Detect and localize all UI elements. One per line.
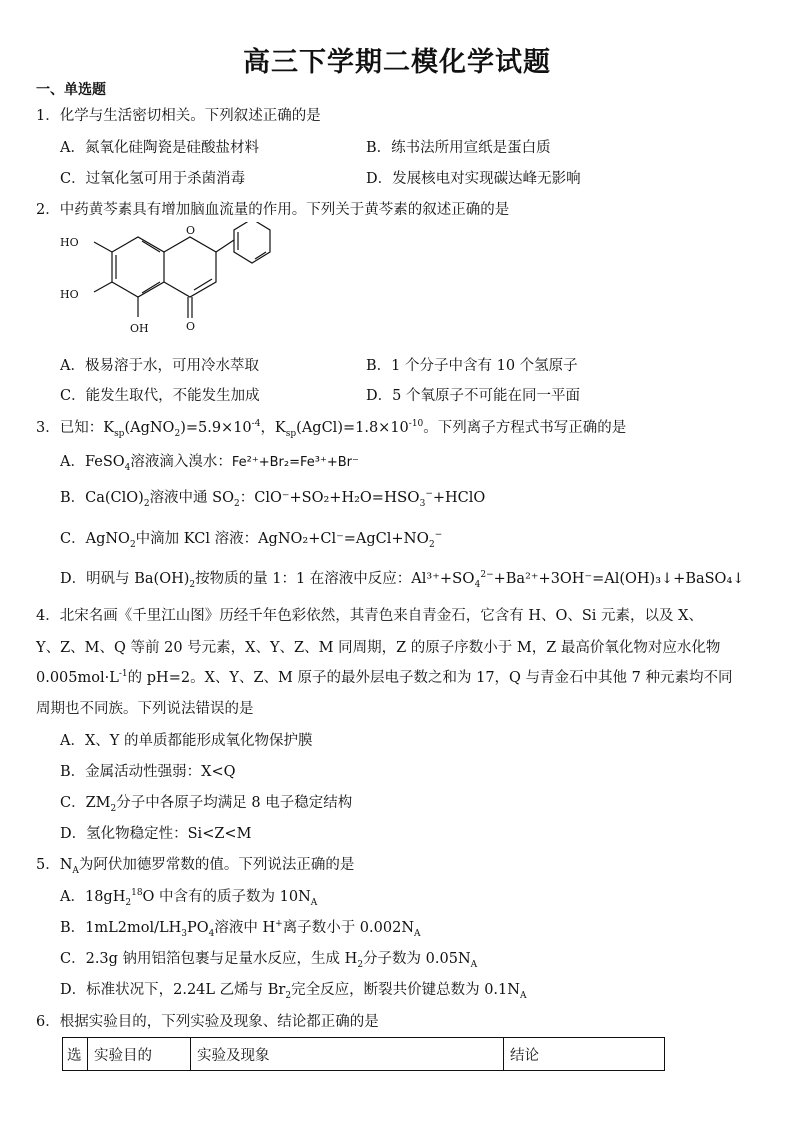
q3-stem	[36, 418, 626, 438]
q4c-part: 分子中各原子均满足 8 电子稳定结构	[116, 795, 353, 811]
table-header-row	[63, 1038, 665, 1071]
q5c-part: C．2.3g 钠用铝箔包裹与足量水反应，生成 H	[60, 951, 358, 967]
q6-table	[62, 1037, 665, 1071]
q3c-ion-sub: 2	[428, 539, 435, 550]
q5c-part: 分子数为 0.05N	[363, 951, 471, 967]
q3d-ion-sup: 2−	[480, 570, 494, 581]
q3b-ion-sub: 3	[419, 498, 426, 509]
q3c-ion: NO	[403, 529, 429, 547]
q3b-equation: ：ClO⁻+SO₂+H₂O=	[239, 490, 384, 506]
q5b-sup: +	[275, 919, 283, 930]
q3a-part: 溶液滴入溴水：	[130, 454, 232, 470]
q3d-part: 按物质的量 1：1 在溶液中反应：Al³⁺+	[195, 571, 453, 587]
table-header-cell: 结论	[504, 1038, 665, 1071]
q5a-sub: 2	[125, 897, 132, 908]
q3d-ion-sub: 4	[474, 579, 481, 590]
q5d-part: 完全反应，断裂共价键总数为 0.1N	[291, 982, 520, 998]
q3b-part: B．Ca(ClO)	[60, 490, 144, 506]
q3d-sub: 2	[189, 579, 196, 590]
q5d-part: D．标准状况下，2.24L 乙烯与 Br	[60, 982, 286, 998]
q5d-sub: 2	[285, 990, 292, 1001]
q3d-part: D．明矾与 Ba(OH)	[60, 571, 190, 587]
q4-option-d: D．氢化物稳定性：Si<Z<M	[60, 826, 252, 842]
q3b-part: 溶液中通 SO	[149, 490, 234, 506]
q3-option-c	[60, 528, 442, 549]
table-header-cell: 实验及现象	[191, 1038, 504, 1071]
q3c-part: 中滴加 KCl 溶液：AgNO₂+Cl⁻=AgCl+	[135, 531, 404, 547]
q5c-sub: A	[470, 959, 478, 970]
q5-option-a	[60, 887, 317, 907]
q4c-part: C．ZM	[60, 795, 111, 811]
q4-stem-line-2: Y、Z、M、Q 等前 20 号元素，X、Y、Z、M 同周期，Z 的原子序数小于 M，Z 最高价氧化物对应水化物	[36, 640, 721, 656]
q3-stem-sub: sp	[114, 428, 125, 439]
q4-option-b: B．金属活动性强弱：X<Q	[60, 764, 236, 780]
q3b-equation: +HClO	[432, 490, 486, 506]
q4-l3-part: 0.005mol·L	[36, 670, 119, 686]
q5-option-d	[60, 980, 526, 1000]
q3b-sub: 2	[143, 498, 150, 509]
q3-stem-part: (AgCl)=1.8×10	[296, 420, 409, 436]
q2-option-a: A．极易溶于水，可用冷水萃取	[60, 358, 259, 374]
q3c-sub: 2	[129, 539, 136, 550]
q5b-sub: A	[414, 928, 421, 939]
q3a-equation: Fe²⁺+Br₂=Fe³⁺+Br⁻	[231, 455, 359, 470]
q3b-ion: HSO	[383, 488, 420, 506]
q5-option-c	[60, 949, 477, 969]
page-title: 高三下学期二模化学试题	[243, 47, 551, 78]
q3-option-b	[60, 487, 485, 508]
q5d-sub: A	[519, 990, 527, 1001]
q3-stem-part: )=5.9×10	[180, 420, 252, 436]
q3d-ion: SO	[452, 569, 475, 587]
q3-stem-sub: sp	[285, 428, 297, 439]
mol-label-ho-mid: HO	[60, 288, 79, 301]
mol-label-ring-o: O	[186, 224, 196, 237]
q5b-sub: 4	[208, 928, 215, 939]
q4-l3-part: 的 pH=2。X、Y、Z、M 原子的最外层电子数之和为 17，Q 与青金石中其他 7 种元素均不同	[127, 670, 733, 686]
q4-stem-line-4: 周期也不同族。下列说法错误的是	[36, 701, 254, 717]
table-header-cell: 实验目的	[88, 1038, 191, 1071]
q5b-sub: 3	[181, 928, 187, 939]
q6-stem: 6．根据实验目的，下列实验及现象、结论都正确的是	[36, 1014, 379, 1030]
q5b-part: PO	[187, 920, 209, 936]
q5-part: 5．N	[36, 857, 73, 873]
q3c-part: C．AgNO	[60, 531, 130, 547]
q2-option-c: C．能发生取代，不能发生加成	[60, 388, 260, 404]
mol-label-ho-top: HO	[60, 236, 79, 249]
q5-option-b	[60, 918, 421, 938]
baicalein-structure-image	[52, 222, 282, 352]
q5a-sub: A	[310, 897, 318, 908]
q5-part: 为阿伏加德罗常数的值。下列说法正确的是	[78, 857, 355, 873]
q3c-ion-sup: −	[434, 530, 443, 541]
table-header-cell: 选	[63, 1038, 88, 1071]
q1-option-d: D．发展核电对实现碳达峰无影响	[366, 171, 581, 187]
mol-label-carbonyl-o: O	[186, 320, 196, 333]
q1-option-a: A．氮氧化硅陶瓷是硅酸盐材料	[60, 140, 259, 156]
q5b-part: B．1mL2mol/LH	[60, 920, 182, 936]
q3-option-a	[60, 452, 359, 473]
q3-stem-sub: 2	[174, 428, 181, 439]
q5-stem	[36, 855, 354, 875]
q1-option-b: B．练书法所用宣纸是蛋白质	[366, 140, 551, 156]
q4-option-a: A．X、Y 的单质都能形成氧化物保护膜	[60, 733, 313, 749]
q4-l3-sup: -1	[118, 669, 128, 680]
q3-stem-part: 。下列离子方程式书写正确的是	[423, 420, 627, 436]
q5-sub: A	[72, 865, 79, 876]
q1-stem: 1．化学与生活密切相关。下列叙述正确的是	[36, 108, 321, 124]
q4-option-c	[60, 793, 352, 813]
q5a-part: A．18gH	[60, 889, 126, 905]
q5a-part: O 中含有的质子数为 10N	[142, 889, 311, 905]
q3b-sub: 2	[234, 498, 240, 509]
q3-stem-sup: -10	[408, 419, 424, 430]
q3-stem-sup: -4	[251, 419, 261, 430]
q3-stem-part: (AgNO	[124, 420, 175, 436]
q5b-part: 离子数小于 0.002N	[282, 920, 415, 936]
q3a-sub: 4	[124, 462, 131, 473]
q2-option-d: D．5 个氧原子不可能在同一平面	[366, 388, 580, 404]
q2-stem: 2．中药黄芩素具有增加脑血流量的作用。下列关于黄芩素的叙述正确的是	[36, 202, 510, 218]
q4-stem-line-1: 4．北宋名画《千里江山图》历经千年色彩依然，其青色来自青金石，它含有 H、O、Si 元素，以及 X、	[36, 608, 703, 624]
q4c-sub: 2	[110, 803, 117, 814]
q1-option-c: C．过氧化氢可用于杀菌消毒	[60, 171, 246, 187]
q3-stem-part: 3．已知：K	[36, 420, 115, 436]
mol-label-oh-bottom: OH	[130, 322, 149, 335]
q2-option-b: B．1 个分子中含有 10 个氢原子	[366, 358, 578, 374]
q5c-sub: 2	[357, 959, 364, 970]
q4-stem-line-3	[36, 668, 733, 688]
q3a-part: A．FeSO	[60, 454, 125, 470]
q5a-sup: 18	[131, 888, 143, 899]
section-heading: 一、单选题	[36, 82, 106, 98]
q3d-part: +Ba²⁺+3OH⁻=Al(OH)₃↓+BaSO₄↓	[493, 571, 745, 587]
q3-stem-part: ，K	[260, 420, 286, 436]
q3b-ion-sup: −	[425, 489, 433, 500]
q5b-part: 溶液中 H	[214, 920, 276, 936]
q3-option-d	[60, 568, 744, 589]
